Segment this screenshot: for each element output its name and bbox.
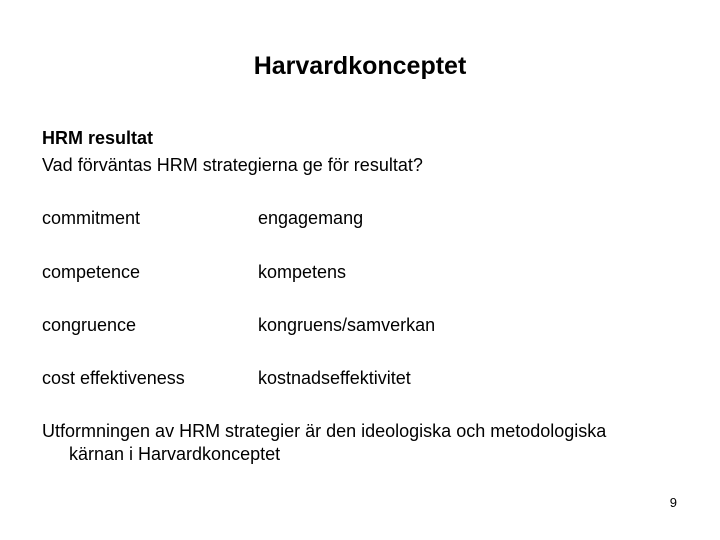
section-heading: HRM resultat [42, 128, 154, 148]
slide-title: Harvardkonceptet [253, 52, 467, 80]
term-swedish: kompetens [258, 262, 347, 282]
summary-text [42, 420, 682, 466]
page-number: 9 [669, 495, 677, 510]
term-english: congruence [42, 315, 137, 335]
summary-line-1: Utformningen av HRM strategier är den ideologiska och metodologiska [42, 421, 607, 441]
term-english: competence [42, 262, 141, 282]
summary-line-2: kärnan i Harvardkonceptet [69, 444, 281, 464]
term-swedish: kostnadseffektivitet [258, 368, 411, 388]
term-swedish: engagemang [258, 208, 364, 228]
term-english: cost effektiveness [42, 368, 185, 388]
term-english: commitment [42, 208, 141, 228]
section-question: Vad förväntas HRM strategierna ge för resultat? [42, 155, 423, 175]
term-swedish: kongruens/samverkan [258, 315, 436, 335]
